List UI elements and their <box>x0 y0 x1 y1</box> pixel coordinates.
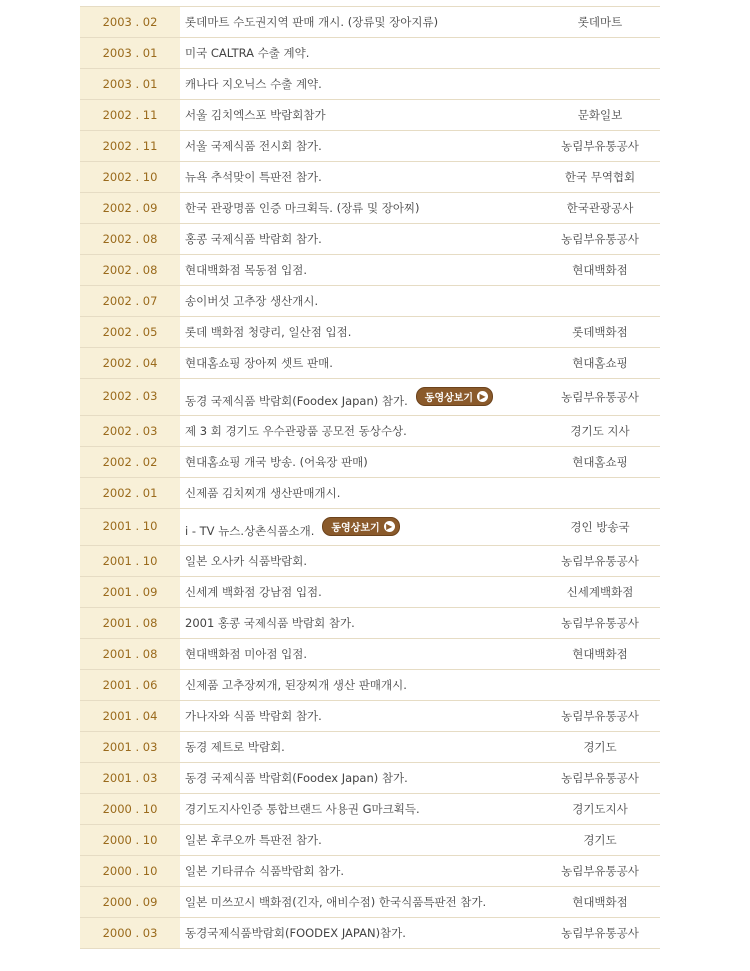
table-row <box>80 7 660 38</box>
row-content <box>180 14 540 30</box>
row-organization: 현대백화점 <box>572 647 628 661</box>
table-row <box>80 348 660 379</box>
row-content <box>180 925 540 941</box>
row-content-text: 동경 제트로 박람회. <box>185 740 285 754</box>
row-date: 2002 . 08 <box>80 224 180 254</box>
row-content-text: 서울 김치엑스포 박람회참가 <box>185 108 326 122</box>
row-organization: 현대백화점 <box>572 263 628 277</box>
row-date: 2001 . 04 <box>80 701 180 731</box>
row-organization: 현대백화점 <box>572 895 628 909</box>
row-content <box>180 169 540 185</box>
video-button-label: 동영상보기 <box>424 393 474 404</box>
row-content <box>180 262 540 278</box>
table-row <box>80 193 660 224</box>
table-row <box>80 577 660 608</box>
row-date: 2002 . 04 <box>80 348 180 378</box>
row-content <box>180 677 540 693</box>
row-organization: 경기도 <box>583 740 617 754</box>
row-content <box>180 521 540 545</box>
table-row <box>80 286 660 317</box>
row-content-text: 제 3 회 경기도 우수관광품 공모전 동상수상. <box>185 424 407 438</box>
row-date: 2002 . 07 <box>80 286 180 316</box>
row-content-text: 일본 오사카 식품박람회. <box>185 554 308 568</box>
row-organization: 경기도지사 <box>572 802 628 816</box>
row-date: 2000 . 03 <box>80 918 180 948</box>
table-row <box>80 509 660 546</box>
row-content <box>180 423 540 439</box>
table-row <box>80 255 660 286</box>
row-content <box>180 454 540 470</box>
row-content <box>180 770 540 786</box>
row-organization: 농림부유통공사 <box>561 554 639 568</box>
row-organization: 한국관광공사 <box>566 201 634 215</box>
table-row <box>80 825 660 856</box>
row-content-text: 현대홈쇼핑 개국 방송. (어육장 판매) <box>185 455 368 469</box>
table-row <box>80 38 660 69</box>
row-content <box>180 863 540 879</box>
row-content-text: 롯데 백화점 청량리, 일산점 입점. <box>185 325 352 339</box>
row-content <box>180 615 540 631</box>
row-organization: 농림부유통공사 <box>561 771 639 785</box>
table-row <box>80 546 660 577</box>
row-date: 2002 . 02 <box>80 447 180 477</box>
table-row <box>80 478 660 509</box>
row-content-text: 2001 홍콩 국제식품 박람회 참가. <box>185 616 355 630</box>
table-row <box>80 447 660 478</box>
table-row <box>80 918 660 949</box>
row-organization: 현대홈쇼핑 <box>572 356 628 370</box>
row-organization: 농림부유통공사 <box>561 390 639 404</box>
row-date: 2000 . 09 <box>80 887 180 917</box>
row-content-text: 송이버섯 고추장 생산개시. <box>185 294 319 308</box>
row-content <box>180 45 540 61</box>
table-row <box>80 224 660 255</box>
row-content <box>180 200 540 216</box>
row-content-text: 뉴욕 추석맞이 특판전 참가. <box>185 170 322 184</box>
table-row <box>80 100 660 131</box>
table-row <box>80 701 660 732</box>
row-organization: 농림부유통공사 <box>561 139 639 153</box>
row-organization: 경기도 지사 <box>570 424 630 438</box>
row-organization: 롯데마트 <box>577 15 623 29</box>
table-row <box>80 162 660 193</box>
row-content-text: 신세계 백화점 강남점 입점. <box>185 585 322 599</box>
row-date: 2000 . 10 <box>80 794 180 824</box>
table-row <box>80 732 660 763</box>
row-date: 2002 . 10 <box>80 162 180 192</box>
table-row <box>80 639 660 670</box>
row-content <box>180 485 540 501</box>
row-content-text: 서울 국제식품 전시회 참가. <box>185 139 322 153</box>
row-date: 2001 . 03 <box>80 763 180 793</box>
row-date: 2002 . 03 <box>80 416 180 446</box>
row-organization: 농림부유통공사 <box>561 709 639 723</box>
row-date: 2001 . 09 <box>80 577 180 607</box>
row-content-text: 홍콩 국제식품 박람회 참가. <box>185 232 322 246</box>
row-date: 2001 . 06 <box>80 670 180 700</box>
row-content-text: 한국 관광명품 인증 마크획득. (장류 및 장아찌) <box>185 201 420 215</box>
row-content <box>180 801 540 817</box>
table-row <box>80 416 660 447</box>
row-content-text: 동경국제식품박람회(FOODEX JAPAN)참가. <box>185 926 406 940</box>
row-date: 2001 . 10 <box>80 509 180 545</box>
row-content <box>180 231 540 247</box>
row-organization: 문화일보 <box>577 108 623 122</box>
row-organization: 농림부유통공사 <box>561 232 639 246</box>
row-date: 2002 . 08 <box>80 255 180 285</box>
row-organization: 경인 방송국 <box>570 520 630 534</box>
table-row <box>80 670 660 701</box>
row-content <box>180 324 540 340</box>
row-content <box>180 293 540 309</box>
row-date: 2001 . 08 <box>80 608 180 638</box>
play-arrow-icon: ▶ <box>477 391 488 402</box>
row-organization: 농림부유통공사 <box>561 864 639 878</box>
row-content-text: 미국 CALTRA 수출 계약. <box>185 46 310 60</box>
table-row <box>80 763 660 794</box>
row-content <box>180 584 540 600</box>
row-content-text: 신제품 고추장찌개, 된장찌개 생산 판매개시. <box>185 678 407 692</box>
video-button[interactable] <box>322 517 399 536</box>
row-content-text: 일본 후쿠오까 특판전 참가. <box>185 833 322 847</box>
row-date: 2000 . 10 <box>80 856 180 886</box>
row-date: 2003 . 01 <box>80 69 180 99</box>
row-content <box>180 76 540 92</box>
row-content-text: 경기도지사인증 통합브랜드 사용권 G마크획득. <box>185 802 420 816</box>
table-row <box>80 887 660 918</box>
table-row <box>80 608 660 639</box>
row-content <box>180 107 540 123</box>
play-arrow-icon: ▶ <box>384 521 395 532</box>
row-organization: 한국 무역협회 <box>564 170 636 184</box>
video-button-label: 동영상보기 <box>331 523 380 534</box>
row-content <box>180 739 540 755</box>
row-content-text: 캐나다 지오닉스 수출 계약. <box>185 77 322 91</box>
row-date: 2002 . 11 <box>80 100 180 130</box>
row-date: 2002 . 05 <box>80 317 180 347</box>
row-date: 2001 . 10 <box>80 546 180 576</box>
row-content <box>180 355 540 371</box>
row-organization: 신세계백화점 <box>566 585 634 599</box>
row-date: 2000 . 10 <box>80 825 180 855</box>
row-organization: 롯데백화점 <box>572 325 628 339</box>
table-row <box>80 317 660 348</box>
row-content-text: 동경 국제식품 박람회(Foodex Japan) 참가. <box>185 771 408 785</box>
row-organization: 농림부유통공사 <box>561 616 639 630</box>
table-row <box>80 131 660 162</box>
row-date: 2001 . 08 <box>80 639 180 669</box>
row-content-text: 일본 기타큐슈 식품박람회 참가. <box>185 864 345 878</box>
row-content-text: 신제품 김치찌개 생산판매개시. <box>185 486 341 500</box>
table-row <box>80 379 660 416</box>
row-date: 2002 . 09 <box>80 193 180 223</box>
table-row <box>80 69 660 100</box>
table-row <box>80 794 660 825</box>
row-content-text: 동경 국제식품 박람회(Foodex Japan) 참가. <box>185 393 408 408</box>
row-content-text: i - TV 뉴스.상촌식품소개. <box>185 523 315 538</box>
row-content <box>180 646 540 662</box>
row-date: 2001 . 03 <box>80 732 180 762</box>
row-content-text: 가나자와 식품 박람회 참가. <box>185 709 322 723</box>
row-content <box>180 138 540 154</box>
row-content-text: 롯데마트 수도권지역 판매 개시. (장류및 장아지류) <box>185 15 439 29</box>
row-organization: 현대홈쇼핑 <box>572 455 628 469</box>
row-organization: 경기도 <box>583 833 617 847</box>
row-content <box>180 708 540 724</box>
history-table <box>80 6 660 949</box>
row-date: 2002 . 01 <box>80 478 180 508</box>
table-row <box>80 856 660 887</box>
row-date: 2002 . 03 <box>80 379 180 415</box>
row-date: 2003 . 01 <box>80 38 180 68</box>
row-content-text: 일본 미쓰꼬시 백화점(긴자, 애비수점) 한국식품특판전 참가. <box>185 895 487 909</box>
row-content <box>180 832 540 848</box>
row-content <box>180 391 540 415</box>
row-organization: 농림부유통공사 <box>561 926 639 940</box>
row-date: 2003 . 02 <box>80 7 180 37</box>
row-date: 2002 . 11 <box>80 131 180 161</box>
video-button[interactable] <box>416 387 493 406</box>
row-content-text: 현대백화점 목동점 입점. <box>185 263 308 277</box>
row-content <box>180 553 540 569</box>
row-content-text: 현대백화점 미아점 입점. <box>185 647 308 661</box>
row-content <box>180 894 540 910</box>
row-content-text: 현대홈쇼핑 장아찌 셋트 판매. <box>185 356 333 370</box>
